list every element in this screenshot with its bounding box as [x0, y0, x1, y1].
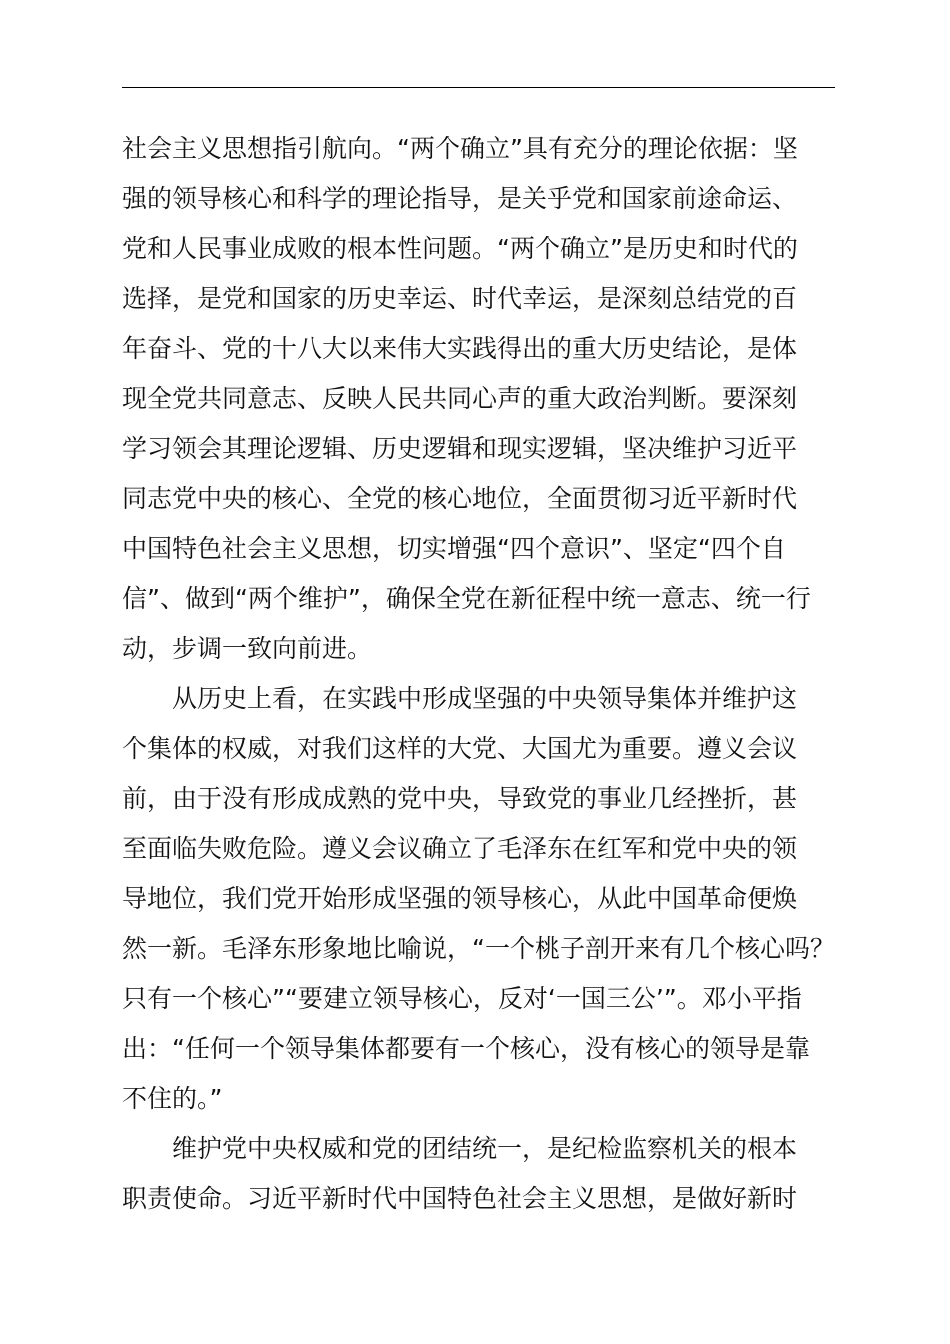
text-line: 信”、做到“两个维护”，确保全党在新征程中统一意志、统一行: [122, 584, 811, 613]
text-line: 职责使命。习近平新时代中国特色社会主义思想，是做好新时: [122, 1184, 798, 1213]
text-line: 至面临失败危险。遵义会议确立了毛泽东在红军和党中央的领: [122, 834, 798, 863]
text-line: 年奋斗、党的十八大以来伟大实践得出的重大历史结论，是体: [122, 334, 798, 363]
text-line: 出：“任何一个领导集体都要有一个核心，没有核心的领导是靠: [122, 1034, 810, 1063]
text-line: 个集体的权威，对我们这样的大党、大国尤为重要。遵义会议: [122, 734, 798, 763]
paragraph-start-line: 维护党中央权威和党的团结统一，是纪检监察机关的根本: [172, 1134, 798, 1163]
text-line: 选择，是党和国家的历史幸运、时代幸运，是深刻总结党的百: [122, 284, 798, 313]
text-line: 导地位，我们党开始形成坚强的领导核心，从此中国革命便焕: [122, 884, 798, 913]
text-line: 学习领会其理论逻辑、历史逻辑和现实逻辑，坚决维护习近平: [122, 434, 798, 463]
text-line: 然一新。毛泽东形象地比喻说，“一个桃子剖开来有几个核心吗？: [122, 934, 835, 963]
text-line: 社会主义思想指引航向。“两个确立”具有充分的理论依据：坚: [122, 134, 798, 163]
header-rule: [122, 87, 835, 88]
text-line: 强的领导核心和科学的理论指导，是关乎党和国家前途命运、: [122, 184, 798, 213]
text-line: 只有一个核心”“要建立领导核心，反对‘一国三公’”。邓小平指: [122, 984, 802, 1013]
text-line: 前，由于没有形成成熟的党中央，导致党的事业几经挫折，甚: [122, 784, 798, 813]
text-line: 动，步调一致向前进。: [122, 634, 373, 663]
text-line: 中国特色社会主义思想，切实增强“四个意识”、坚定“四个自: [122, 534, 786, 563]
text-line: 党和人民事业成败的根本性问题。“两个确立”是历史和时代的: [122, 234, 798, 263]
text-line: 不住的。”: [122, 1084, 223, 1113]
body-text: [122, 124, 838, 1224]
text-line: 现全党共同意志、反映人民共同心声的重大政治判断。要深刻: [122, 384, 798, 413]
paragraph-start-line: 从历史上看，在实践中形成坚强的中央领导集体并维护这: [172, 684, 798, 713]
text-line: 同志党中央的核心、全党的核心地位，全面贯彻习近平新时代: [122, 484, 798, 513]
